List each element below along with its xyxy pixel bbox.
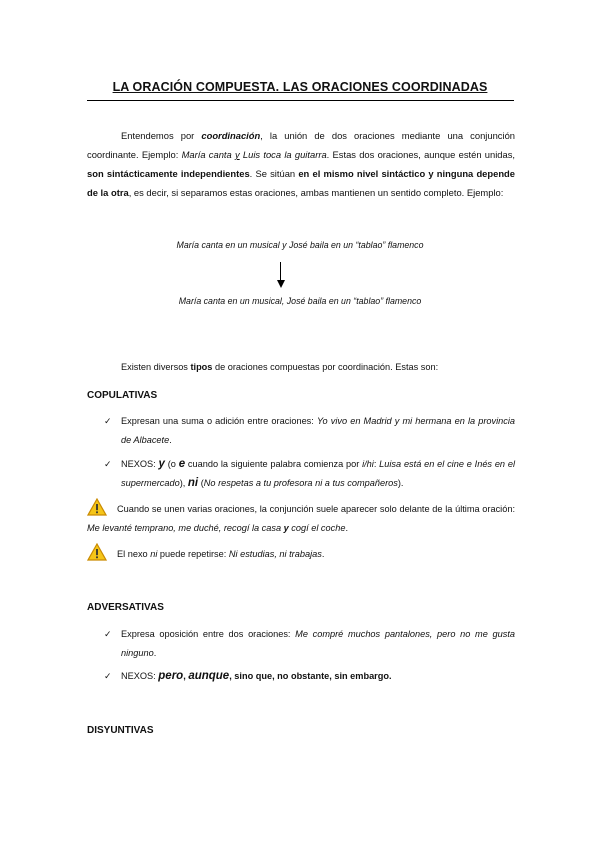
bullet-text-part: ( <box>198 478 204 488</box>
nexo: aunque <box>188 670 230 682</box>
list-item <box>104 455 515 493</box>
list-item <box>104 625 515 663</box>
intro-text: , es decir, si separamos estas oraciones, ambas mantienen un sentido completo. Ejemplo: <box>128 187 504 198</box>
list-item <box>104 412 515 450</box>
types-intro-text: de oraciones compuestas por coordinación. Estas son: <box>212 362 439 372</box>
nexo: ni <box>187 477 199 489</box>
intro-text: . Estas dos oraciones, aunque estén unidas, <box>326 149 516 160</box>
example-line-separated: María canta en un musical, José baila en un “tablao” flamenco <box>178 296 422 306</box>
intro-term: coordinación <box>201 130 261 141</box>
intro-text: , la unión de dos oraciones mediante una conjunción coordinante. Ejemplo: <box>87 130 515 160</box>
warning-icon <box>87 498 107 516</box>
check-icon: ✓ <box>104 416 112 426</box>
page-title: LA ORACIÓN COMPUESTA. LAS ORACIONES COORDINADAS <box>112 80 488 94</box>
bullet-text-part: NEXOS: <box>121 671 159 681</box>
nexo: y <box>158 458 165 470</box>
bullet-text-part: Expresan una suma o adición entre oraciones: <box>121 416 317 426</box>
heading-copulativas: COPULATIVAS <box>87 390 158 401</box>
check-icon: ✓ <box>104 629 112 639</box>
note-example: Me levanté temprano, me duché, recogí la casa <box>87 523 284 533</box>
bullet-text <box>121 412 515 450</box>
intro-text: . Se sitúan <box>249 168 299 179</box>
arrow-down-icon <box>280 262 281 282</box>
bullet-text <box>121 667 515 686</box>
types-intro <box>121 362 438 372</box>
title-underline <box>87 100 514 101</box>
bullet-text <box>121 625 515 663</box>
nexo: pero <box>158 670 184 682</box>
note-text-part: . <box>321 549 325 559</box>
note-text-part: . <box>345 523 349 533</box>
types-intro-emphasis: tipos <box>190 362 213 372</box>
intro-text: Entendemos por <box>121 130 202 141</box>
note-text-part: El nexo <box>117 549 151 559</box>
example-line-joined: María canta en un musical y José baila en un “tablao” flamenco <box>176 240 424 250</box>
nexo-list: , sino que, no obstante, sin embargo. <box>229 671 392 681</box>
bullet-text-part: ), <box>179 478 188 488</box>
bullet-text-part: . <box>153 648 157 658</box>
bullet-text-part: , <box>183 671 189 681</box>
nexo: y <box>283 523 289 533</box>
note-item <box>87 500 515 538</box>
intro-emphasis: son sintácticamente independientes <box>87 168 250 179</box>
intro-example: Luis toca la guitarra <box>239 149 327 160</box>
bullet-example: Luisa está en el cine e Inés en el supermercado <box>121 459 515 488</box>
note-item <box>87 545 515 564</box>
bullet-example: No respetas a tu profesora ni a tus compañeros <box>203 478 398 488</box>
bullet-text-part: Expresa oposición entre dos oraciones: <box>121 629 296 639</box>
bullet-example: Me compré muchos pantalones, pero no me gusta ninguno <box>121 629 515 658</box>
types-intro-text: Existen diversos <box>121 362 191 372</box>
intro-emphasis: en el mismo nivel sintáctico y ninguna depende de la otra <box>87 168 515 198</box>
note-text-part: puede repetirse: <box>157 549 229 559</box>
nexo: e <box>178 458 186 470</box>
list-item <box>104 667 515 686</box>
note-example: Ni estudias, ni trabajas <box>228 549 322 559</box>
note-text <box>117 545 515 564</box>
bullet-example: i/hi <box>362 459 374 469</box>
nexo: ni <box>150 549 158 559</box>
heading-disyuntivas: DISYUNTIVAS <box>87 725 154 736</box>
check-icon: ✓ <box>104 671 112 681</box>
note-text-part: Cuando se unen varias oraciones, la conjunción suele aparecer solo delante de la última oración: <box>117 504 515 514</box>
bullet-text-part: (o <box>164 459 179 469</box>
bullet-text-part: ). <box>397 478 404 488</box>
warning-icon <box>87 543 107 561</box>
bullet-text-part: . <box>169 435 172 445</box>
bullet-example: Yo vivo en Madrid y mi hermana en la provincia de Albacete <box>121 416 515 445</box>
check-icon: ✓ <box>104 459 112 469</box>
bullet-text-part: NEXOS: <box>121 459 159 469</box>
intro-example-conjunction: y <box>234 149 240 160</box>
heading-adversativas: ADVERSATIVAS <box>87 602 164 613</box>
bullet-text-part: : <box>373 459 380 469</box>
note-example: cogí el coche <box>288 523 346 533</box>
bullet-text <box>121 455 515 493</box>
intro-example: María canta <box>181 149 235 160</box>
bullet-text-part: cuando la siguiente palabra comienza por <box>185 459 363 469</box>
intro-paragraph <box>87 126 515 202</box>
note-text <box>87 500 515 538</box>
arrow-head-icon <box>277 280 285 288</box>
